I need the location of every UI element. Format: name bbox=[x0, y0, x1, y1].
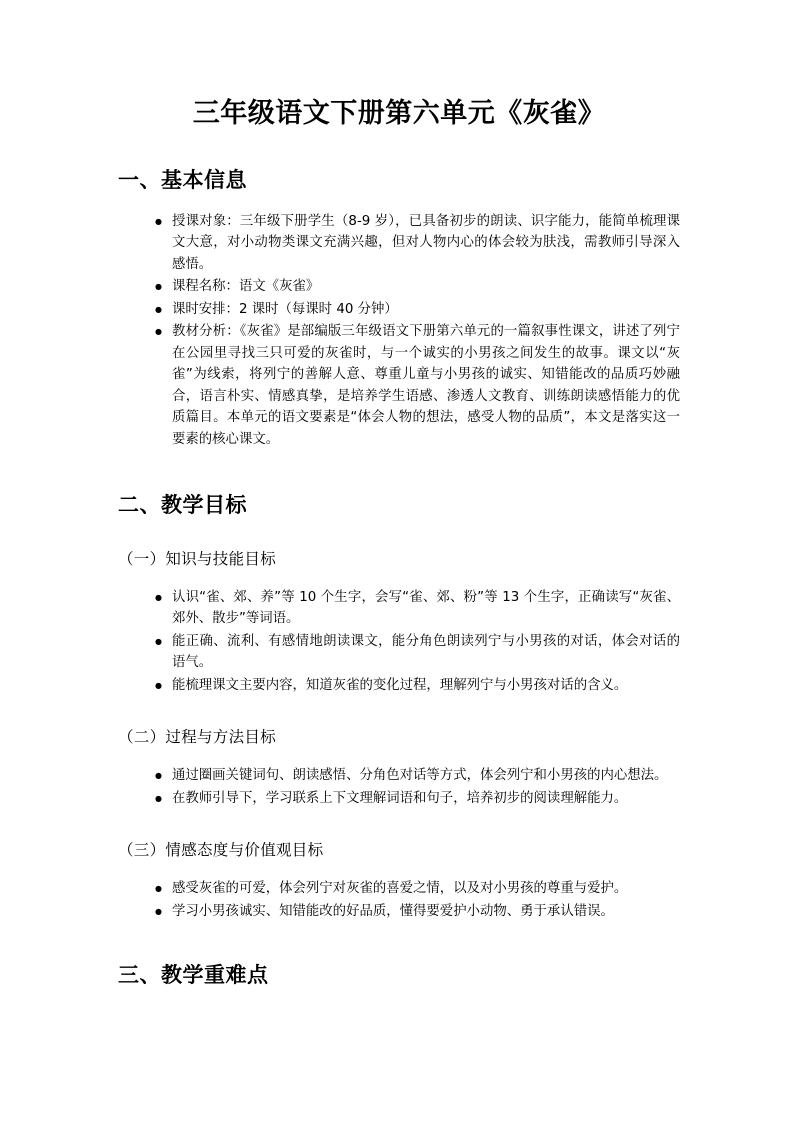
list-item: ● 课程名称：语文《灰雀》 bbox=[118, 276, 680, 298]
subsection-heading-emotion-attitude-values: （三）情感态度与价值观目标 bbox=[118, 841, 324, 860]
list-item: ● 能梳理课文主要内容，知道灰雀的变化过程，理解列宁与小男孩对话的含义。 bbox=[118, 675, 680, 697]
basic-info-list bbox=[118, 194, 680, 451]
subsection-heading-process-methods: （二）过程与方法目标 bbox=[118, 728, 277, 747]
section-heading-basic-info: 一、基本信息 bbox=[118, 167, 247, 193]
page-title: 三年级语文下册第六单元《灰雀》 bbox=[192, 98, 606, 129]
list-item: ● 学习小男孩诚实、知错能改的好品质，懂得要爱护小动物、勇于承认错误。 bbox=[118, 901, 680, 923]
process-methods-list bbox=[118, 747, 680, 809]
list-item: ● 课时安排：2 课时（每课时 40 分钟） bbox=[118, 299, 680, 321]
list-item: ● 教材分析：《灰雀》是部编版三年级语文下册第六单元的一篇叙事性课文，讲述了列宁在公园里寻找三只可爱的灰雀时，与一个诚实的小男孩之间发生的故事。课文以“灰雀”为线索，将列宁的善解人意、尊重儿童与小男孩的诚实、知错能改的品质巧妙融合，语言朴实、情感真挚，是培养学生语感、渗透人文教育、训练朗读感悟能力的优质篇目。本单元的语文要素是“体会人物的想法，感受人物的品质”，本文是落实这一要素的核心课文。 bbox=[118, 321, 680, 450]
section-heading-teaching-objectives: 二、教学目标 bbox=[118, 492, 247, 518]
list-item: ● 通过圈画关键词句、朗读感悟、分角色对话等方式，体会列宁和小男孩的内心想法。 bbox=[118, 765, 680, 787]
knowledge-skills-list bbox=[118, 569, 680, 697]
list-item: ● 认识“雀、郊、养”等 10 个生字，会写“雀、郊、粉”等 13 个生字，正确读写“灰雀、郊外、散步”等词语。 bbox=[118, 587, 680, 630]
list-item: ● 能正确、流利、有感情地朗读课文，能分角色朗读列宁与小男孩的对话，体会对话的语气。 bbox=[118, 631, 680, 674]
emotion-attitude-values-list bbox=[118, 860, 680, 922]
list-item: ● 在教师引导下，学习联系上下文理解词语和句子，培养初步的阅读理解能力。 bbox=[118, 788, 680, 810]
subsection-heading-knowledge-skills: （一）知识与技能目标 bbox=[118, 549, 277, 568]
list-item: ● 感受灰雀的可爱，体会列宁对灰雀的喜爱之情，以及对小男孩的尊重与爱护。 bbox=[118, 878, 680, 900]
section-heading-key-difficult-points: 三、教学重难点 bbox=[118, 962, 269, 988]
list-item: ● 授课对象：三年级下册学生（8-9 岁），已具备初步的朗读、识字能力，能简单梳理课文大意，对小动物类课文充满兴趣，但对人物内心的体会较为肤浅，需教师引导深入感悟。 bbox=[118, 211, 680, 276]
